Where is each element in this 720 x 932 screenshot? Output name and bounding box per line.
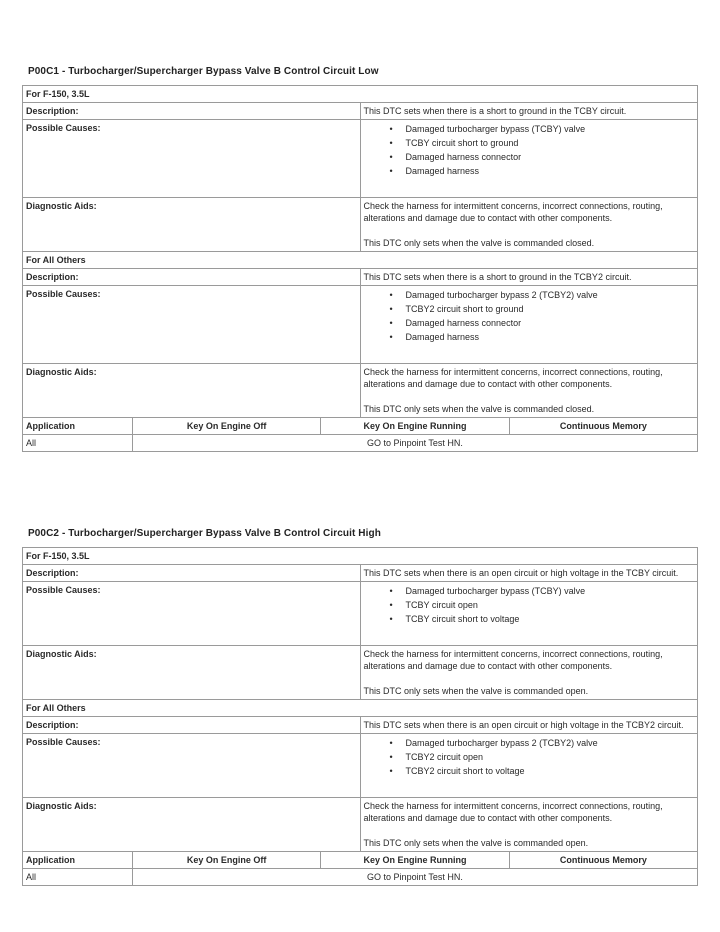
aids-cell [360,198,698,252]
app-header-application: Application [23,852,133,869]
cause-item: • Damaged turbocharger bypass (TCBY) valve [406,122,695,136]
description-label: Description: [23,269,361,286]
causes-list [364,122,695,178]
cause-item: • TCBY circuit open [406,598,695,612]
app-header-continuous: Continuous Memory [509,852,697,869]
causes-label: Possible Causes: [23,582,361,646]
section-header: For F-150, 3.5L [23,86,698,103]
app-header-application: Application [23,418,133,435]
section-header: For F-150, 3.5L [23,548,698,565]
cause-item: • TCBY circuit short to ground [406,136,695,150]
aids-text: Check the harness for intermittent concerns, incorrect connections, routing, alterations and damage due to contact with other components. [363,201,663,223]
cause-item: • TCBY2 circuit short to voltage [406,764,695,778]
cause-item: • TCBY2 circuit short to ground [406,302,695,316]
causes-label: Possible Causes: [23,734,361,798]
aids-label: Diagnostic Aids: [23,646,361,700]
aids-note: This DTC only sets when the valve is commanded open. [363,686,589,696]
aids-label: Diagnostic Aids: [23,364,361,418]
cause-item: • Damaged turbocharger bypass 2 (TCBY2) valve [406,736,695,750]
cause-item: • Damaged harness [406,164,695,178]
description-text: This DTC sets when there is an open circuit or high voltage in the TCBY2 circuit. [360,717,698,734]
section-header: For All Others [23,252,698,269]
causes-label: Possible Causes: [23,120,361,198]
dtc-title: P00C1 - Turbocharger/Supercharger Bypass Valve B Control Circuit Low [28,66,379,77]
aids-note: This DTC only sets when the valve is commanded closed. [363,404,595,414]
cause-item: • Damaged harness connector [406,316,695,330]
app-header-koeo: Key On Engine Off [133,852,321,869]
cause-item: • Damaged harness connector [406,150,695,164]
aids-cell [360,798,698,852]
section-header: For All Others [23,700,698,717]
cause-item: • Damaged turbocharger bypass (TCBY) valve [406,584,695,598]
causes-cell [360,286,698,364]
description-text: This DTC sets when there is an open circuit or high voltage in the TCBY circuit. [360,565,698,582]
aids-note: This DTC only sets when the valve is commanded open. [363,838,589,848]
app-header-continuous: Continuous Memory [509,418,697,435]
cause-item: • TCBY2 circuit open [406,750,695,764]
app-value: All [23,869,133,886]
aids-text: Check the harness for intermittent concerns, incorrect connections, routing, alterations and damage due to contact with other components. [363,649,663,671]
aids-text: Check the harness for intermittent concerns, incorrect connections, routing, alterations and damage due to contact with other components. [363,801,663,823]
dtc-title: P00C2 - Turbocharger/Supercharger Bypass Valve B Control Circuit High [28,528,381,539]
cause-item: • Damaged turbocharger bypass 2 (TCBY2) valve [406,288,695,302]
application-table [22,851,698,886]
aids-label: Diagnostic Aids: [23,798,361,852]
dtc-table [22,547,698,852]
description-text: This DTC sets when there is a short to ground in the TCBY circuit. [360,103,698,120]
cause-item: • TCBY circuit short to voltage [406,612,695,626]
app-value: All [23,435,133,452]
dtc-block-p00c1 [22,66,698,452]
app-header-koeo: Key On Engine Off [133,418,321,435]
app-header-koer: Key On Engine Running [321,418,509,435]
aids-label: Diagnostic Aids: [23,198,361,252]
causes-label: Possible Causes: [23,286,361,364]
aids-text: Check the harness for intermittent concerns, incorrect connections, routing, alterations and damage due to contact with other components. [363,367,663,389]
application-table [22,417,698,452]
app-action: GO to Pinpoint Test HN. [133,869,698,886]
causes-list [364,584,695,626]
dtc-block-p00c2 [22,528,698,886]
description-label: Description: [23,717,361,734]
aids-cell [360,364,698,418]
cause-item: • Damaged harness [406,330,695,344]
causes-cell [360,582,698,646]
causes-list [364,288,695,344]
description-label: Description: [23,565,361,582]
app-header-koer: Key On Engine Running [321,852,509,869]
dtc-table [22,85,698,418]
aids-cell [360,646,698,700]
causes-cell [360,120,698,198]
description-label: Description: [23,103,361,120]
description-text: This DTC sets when there is a short to ground in the TCBY2 circuit. [360,269,698,286]
causes-cell [360,734,698,798]
app-action: GO to Pinpoint Test HN. [133,435,698,452]
aids-note: This DTC only sets when the valve is commanded closed. [363,238,595,248]
causes-list [364,736,695,778]
